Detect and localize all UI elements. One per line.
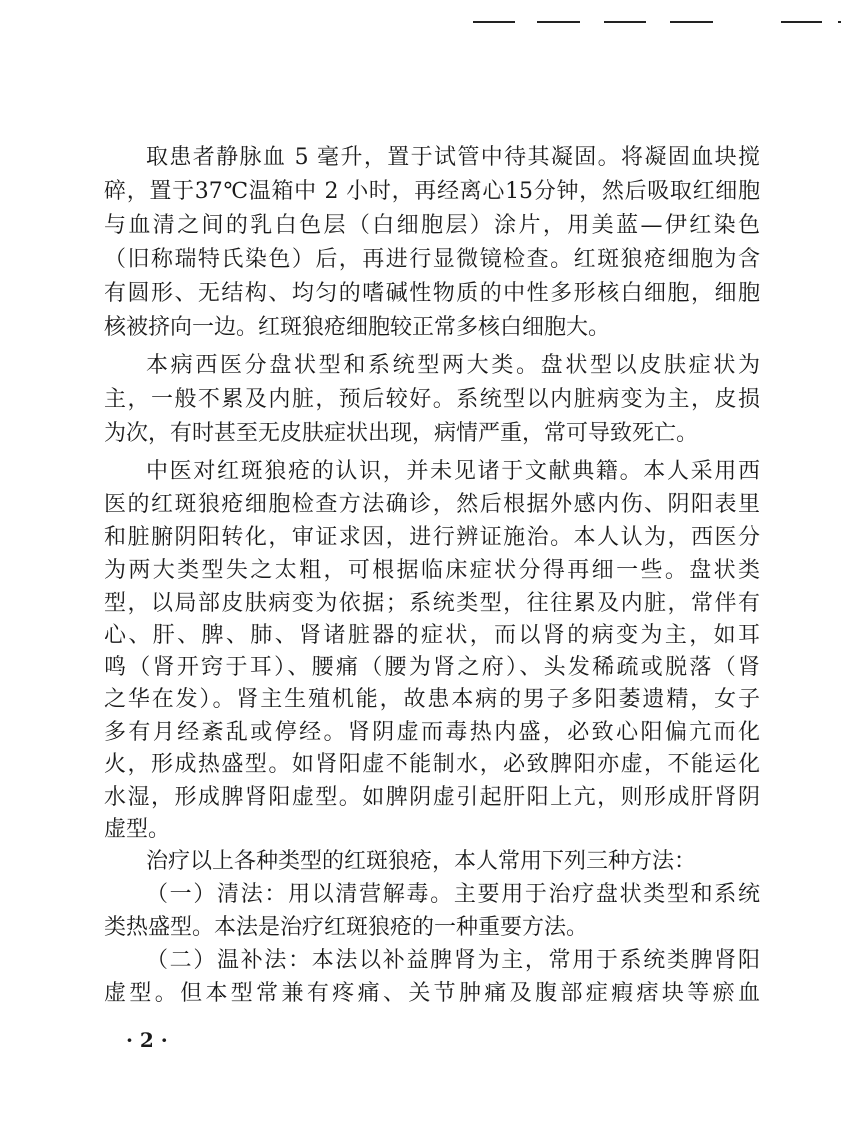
text-line: 和脏腑阴阳转化，审证求因，进行辨证施治。本人认为，西医分: [104, 525, 760, 550]
text-line: 治疗以上各种类型的红斑狼疮，本人常用下列三种方法：: [146, 849, 697, 874]
header-dash: [838, 21, 841, 23]
text-line: 取患者静脉血 5 毫升，置于试管中待其凝固。将凝固血块搅: [146, 145, 760, 170]
text-line: 为次，有时甚至无皮肤症状出现，病情严重，常可导致死亡。: [104, 421, 699, 446]
text-line: 虚型。: [104, 817, 171, 842]
text-line: 水湿，形成脾肾阳虚型。如脾阴虚引起肝阳上亢，则形成肝肾阴: [104, 785, 760, 810]
text-line: 与血清之间的乳白色层（白细胞层）涂片，用美蓝—伊红染色: [104, 213, 760, 238]
text-line: 类热盛型。本法是治疗红斑狼疮的一种重要方法。: [104, 915, 589, 940]
text-line: 中医对红斑狼疮的认识，并未见诸于文献典籍。本人采用西: [146, 459, 760, 484]
text-line: 本病西医分盘状型和系统型两大类。盘状型以皮肤症状为: [146, 353, 760, 378]
text-line: （二）温补法：本法以补益脾肾为主，常用于系统类脾肾阳: [146, 948, 760, 973]
text-line: 为两大类型失之太粗，可根据临床症状分得再细一些。盘状类: [104, 558, 760, 583]
header-dash: [670, 21, 713, 23]
text-line: 鸣（肾开窍于耳）、腰痛（腰为肾之府）、头发稀疏或脱落（肾: [104, 655, 760, 680]
header-dash: [604, 21, 646, 23]
text-line: 多有月经紊乱或停经。肾阴虚而毒热内盛，必致心阳偏亢而化: [104, 720, 760, 745]
text-line: 有圆形、无结构、均匀的嗜碱性物质的中性多形核白细胞，细胞: [104, 281, 760, 306]
header-dash: [781, 21, 822, 23]
text-line: （一）清法：用以清营解毒。主要用于治疗盘状类型和系统: [146, 882, 760, 907]
text-line: 虚型。但本型常兼有疼痛、关节肿痛及腹部症瘕痞块等瘀血: [104, 981, 760, 1006]
text-line: （旧称瑞特氏染色）后，再进行显微镜检查。红斑狼疮细胞为含: [104, 247, 760, 272]
text-line: 之华在发）。肾主生殖机能，故患本病的男子多阳萎遗精，女子: [104, 687, 760, 712]
text-line: 碎，置于37℃温箱中 2 小时，再经离心15分钟，然后吸取红细胞: [104, 179, 760, 204]
text-line: 心、肝、脾、肺、肾诸脏器的症状，而以肾的病变为主，如耳: [104, 623, 760, 648]
text-line: 火，形成热盛型。如肾阳虚不能制水，必致脾阳亦虚，不能运化: [104, 752, 760, 777]
text-line: 医的红斑狼疮细胞检查方法确诊，然后根据外感内伤、阴阳表里: [104, 492, 760, 517]
header-dash: [537, 21, 580, 23]
page-number: · 2 ·: [126, 1028, 168, 1052]
text-line: 型，以局部皮肤病变为依据；系统类型，往往累及内脏，常伴有: [104, 591, 760, 616]
header-dash: [473, 21, 515, 23]
text-line: 主，一般不累及内脏，预后较好。系统型以内脏病变为主，皮损: [104, 387, 760, 412]
text-line: 核被挤向一边。红斑狼疮细胞较正常多核白细胞大。: [104, 315, 611, 340]
